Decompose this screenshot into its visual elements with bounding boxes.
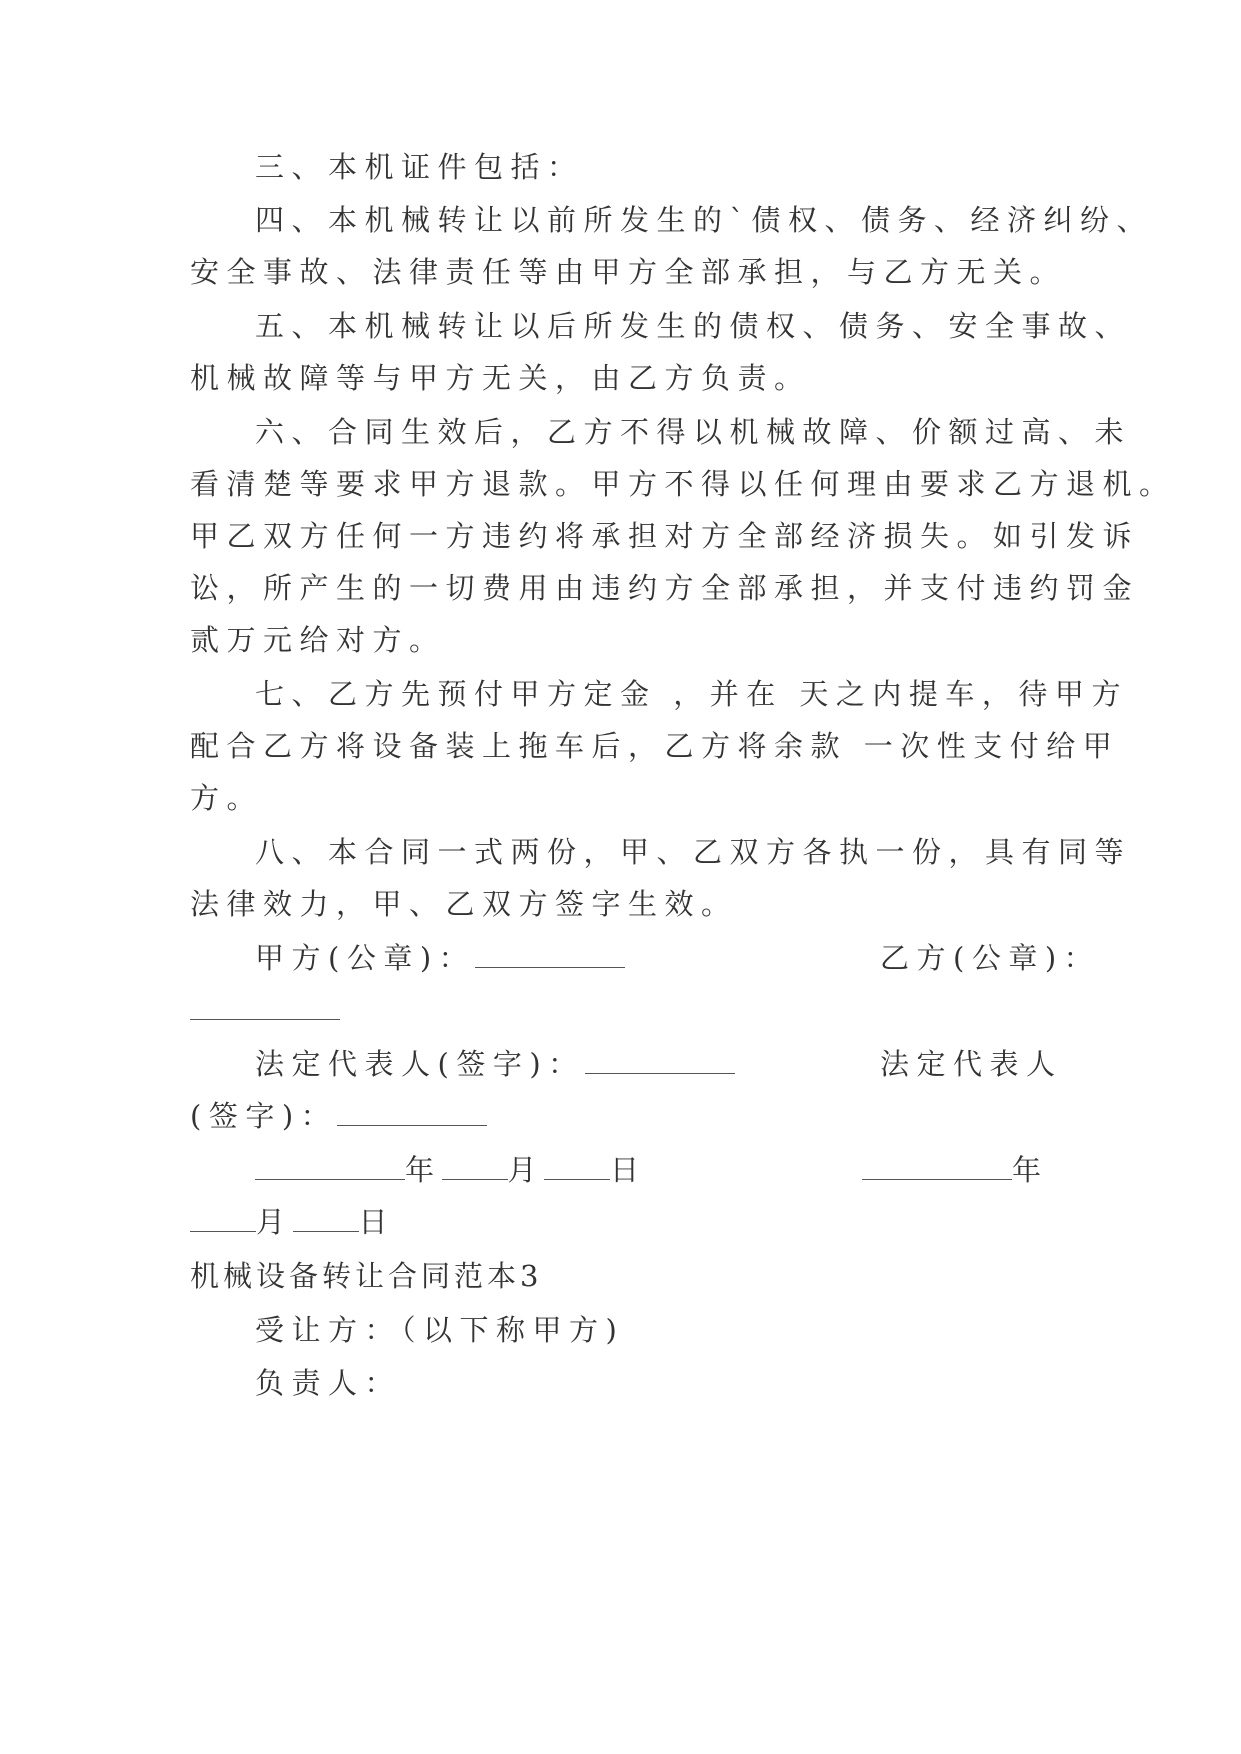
clause-5-line-2: 机械故障等与甲方无关，由乙方负责。 — [190, 361, 811, 395]
date-b-day-blank — [293, 1205, 359, 1232]
clause-5-line-1: 五、本机械转让以后所发生的债权、债务、安全事故、 — [255, 309, 1132, 343]
date-b-row — [190, 1202, 395, 1242]
clause-6-line-2: 看清楚等要求甲方退款。甲方不得以任何理由要求乙方退机。 — [190, 467, 1176, 501]
clause-6-line-3: 甲乙双方任何一方违约将承担对方全部经济损失。如引发诉 — [190, 519, 1140, 553]
clause-6-line-1: 六、合同生效后，乙方不得以机械故障、价额过高、未 — [255, 415, 1132, 449]
date-a-month-blank — [442, 1153, 508, 1180]
date-a-year-blank — [255, 1153, 405, 1180]
legal-rep-b-blank — [337, 1099, 487, 1126]
legal-rep-b-label-1: 法定代表人 — [880, 1047, 1063, 1081]
clause-4-line-2: 安全事故、法律责任等由甲方全部承担，与乙方无关。 — [190, 255, 1067, 289]
legal-rep-b-row — [190, 1096, 487, 1136]
clause-8-line-2: 法律效力，甲、乙双方签字生效。 — [190, 887, 738, 921]
clause-8-line-1: 八、本合同一式两份，甲、乙双方各执一份，具有同等 — [255, 835, 1132, 869]
date-b-month-blank — [190, 1205, 256, 1232]
responsible-line: 负责人： — [255, 1366, 402, 1400]
date-b-year-blank — [862, 1153, 1012, 1180]
date-b-year: 年 — [1012, 1153, 1049, 1187]
party-b-seal-row — [190, 990, 340, 1030]
date-a-month: 月 — [507, 1153, 545, 1187]
date-b-year-row — [862, 1150, 1049, 1190]
date-b-day: 日 — [358, 1205, 396, 1239]
clause-6-line-5: 贰万元给对方。 — [190, 623, 446, 657]
clause-3: 三、本机证件包括： — [255, 150, 584, 184]
date-a-day: 日 — [610, 1153, 647, 1187]
legal-rep-a-row — [255, 1044, 735, 1084]
date-a-day-blank — [544, 1153, 610, 1180]
party-a-seal-row — [255, 938, 625, 978]
party-a-seal-label: 甲方(公章)： — [255, 941, 476, 975]
legal-rep-b-label-2: (签字)： — [190, 1099, 338, 1133]
party-b-seal-label: 乙方(公章)： — [880, 941, 1101, 975]
section-title: 机械设备转让合同范本3 — [190, 1259, 543, 1293]
clause-6-line-4: 讼，所产生的一切费用由违约方全部承担，并支付违约罚金 — [190, 571, 1140, 605]
clause-7-line-1: 七、乙方先预付甲方定金 ，并在 天之内提车，待甲方 — [255, 677, 1128, 711]
legal-rep-a-label: 法定代表人(签字)： — [255, 1047, 585, 1081]
date-a-year: 年 — [405, 1153, 442, 1187]
clause-4-line-1: 四、本机械转让以前所发生的`债权、债务、经济纠纷、 — [255, 203, 1154, 237]
transferee-line: 受让方：（以下称甲方) — [255, 1313, 625, 1347]
clause-7-line-3: 方。 — [190, 781, 264, 815]
party-a-seal-blank — [475, 941, 625, 968]
clause-7-line-2: 配合乙方将设备装上拖车后，乙方将余款 一次性支付给甲 — [190, 729, 1120, 763]
date-a-row — [255, 1150, 647, 1190]
date-b-month: 月 — [256, 1205, 293, 1239]
legal-rep-a-blank — [585, 1047, 735, 1074]
party-b-seal-blank — [190, 993, 340, 1020]
